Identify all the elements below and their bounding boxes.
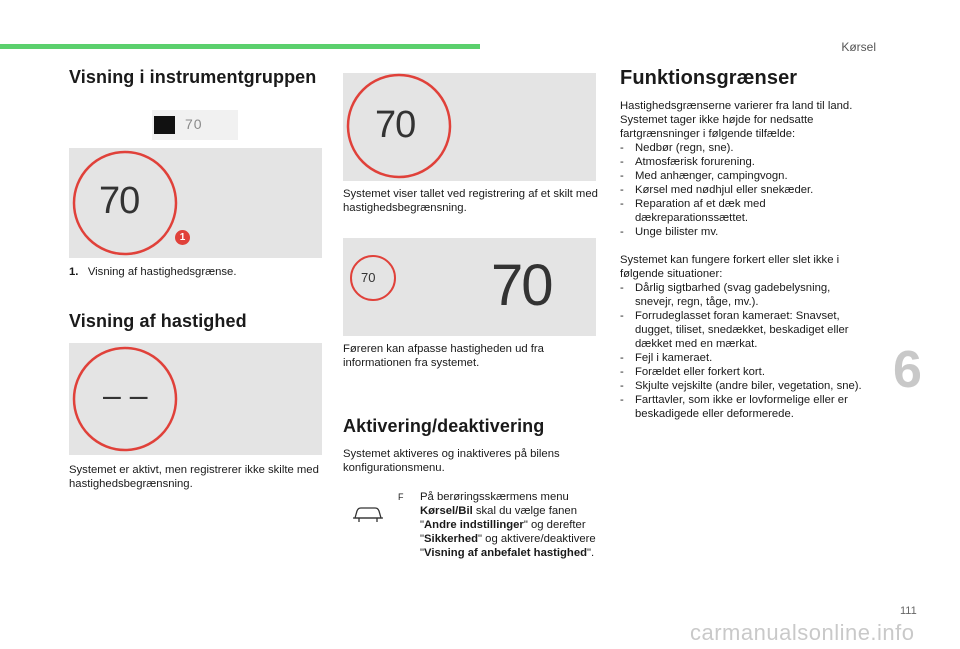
instr-part: ". bbox=[587, 547, 595, 559]
caption-number: 1. bbox=[69, 266, 79, 278]
limitations-intro: Hastighedsgrænserne varierer fra land til land. Systemet tager ikke højde for nedsatte fartgrænsninger i følgende tilfælde: bbox=[620, 100, 853, 140]
list-item: - Farttavler, som ikke er lovformelige eller er beskadigede eller deformerede. bbox=[620, 393, 870, 421]
recommended-small-value: 70 bbox=[361, 270, 376, 285]
small-ring-icon bbox=[343, 238, 596, 336]
list-item: - Kørsel med nødhjul eller snekæder. bbox=[620, 183, 870, 197]
limitations-block bbox=[620, 99, 870, 421]
speed-limit-panel bbox=[69, 148, 322, 258]
display-black-block bbox=[154, 116, 175, 134]
instruction-marker: F bbox=[398, 492, 404, 502]
instr-part: skal du vælge fanen " bbox=[420, 505, 577, 531]
watermark: carmanualsonline.info bbox=[690, 620, 915, 645]
instruction-text bbox=[420, 490, 598, 560]
list-item: - Forældet eller forkert kort. bbox=[620, 365, 870, 379]
list-item: - Reparation af et dæk med dækreparationssættet. bbox=[620, 197, 870, 225]
instr-part: På berøringsskærmens menu bbox=[420, 491, 569, 503]
car-icon bbox=[351, 505, 385, 523]
section-label: Kørsel bbox=[841, 40, 876, 54]
list-item: - Atmosfærisk forurening. bbox=[620, 155, 870, 169]
list-item: - Dårlig sigtbarhed (svag gadebelysning, snevejr, regn, tåge, mv.). bbox=[620, 281, 870, 309]
heading-speed-display: Visning af hastighed bbox=[69, 311, 247, 331]
speed-limit-value: 70 bbox=[99, 180, 140, 222]
small-display-value: 70 bbox=[185, 116, 203, 132]
heading-limitations: Funktionsgrænser bbox=[620, 67, 798, 89]
list-item: - Med anhænger, campingvogn. bbox=[620, 169, 870, 183]
limitations-list bbox=[620, 141, 870, 239]
instr-part: " og derefter " bbox=[420, 519, 586, 545]
instr-part: " og aktivere/deaktivere " bbox=[420, 533, 596, 559]
malfunction-list bbox=[620, 281, 870, 421]
list-item: - Skjulte vejskilte (andre biler, vegetation, sne). bbox=[620, 379, 870, 393]
small-display-illustration bbox=[152, 110, 238, 140]
instr-bold: Kørsel/Bil bbox=[420, 505, 473, 517]
detected-limit-value: 70 bbox=[375, 104, 416, 146]
list-item: - Forrudeglasset foran kameraet: Snavset, dugget, tiliset, snedækket, beskadiget eller dækket med en mærkat. bbox=[620, 309, 870, 351]
list-item: - Nedbør (regn, sne). bbox=[620, 141, 870, 155]
paragraph-activation: Systemet aktiveres og inaktiveres på bilens konfigurationsmenu. bbox=[343, 448, 560, 474]
paragraph-driver-adjust: Føreren kan afpasse hastigheden ud fra informationen fra systemet. bbox=[343, 343, 544, 369]
heading-activation: Aktivering/deaktivering bbox=[343, 416, 545, 436]
instr-bold: Visning af anbefalet hastighed bbox=[424, 547, 588, 559]
top-accent-bar bbox=[0, 44, 480, 49]
no-limit-dashes: – – bbox=[103, 377, 148, 413]
caption bbox=[69, 265, 236, 279]
paragraph-no-sign: Systemet er aktivt, men registrerer ikke skilte med hastighedsbegrænsning. bbox=[69, 464, 319, 490]
list-item: - Unge bilister mv. bbox=[620, 225, 870, 239]
instr-bold: Andre indstillinger bbox=[424, 519, 524, 531]
recommended-large-value: 70 bbox=[491, 253, 552, 318]
caption-text: Visning af hastighedsgrænse. bbox=[87, 266, 237, 278]
malfunction-intro: Systemet kan fungere forkert eller slet ikke i følgende situationer: bbox=[620, 254, 840, 280]
page-number: 111 bbox=[900, 605, 917, 617]
chapter-number: 6 bbox=[893, 341, 922, 399]
speed-no-sign-panel bbox=[69, 343, 322, 455]
sign-detected-panel bbox=[343, 73, 596, 181]
callout-badge: 1 bbox=[175, 230, 190, 245]
paragraph-sign-detected: Systemet viser tallet ved registrering af et skilt med hastighedsbegrænsning. bbox=[343, 188, 598, 214]
list-item: - Fejl i kameraet. bbox=[620, 351, 870, 365]
heading-instrument-display: Visning i instrumentgruppen bbox=[69, 67, 317, 87]
instr-bold: Sikkerhed bbox=[424, 533, 479, 545]
recommended-speed-panel bbox=[343, 238, 596, 336]
